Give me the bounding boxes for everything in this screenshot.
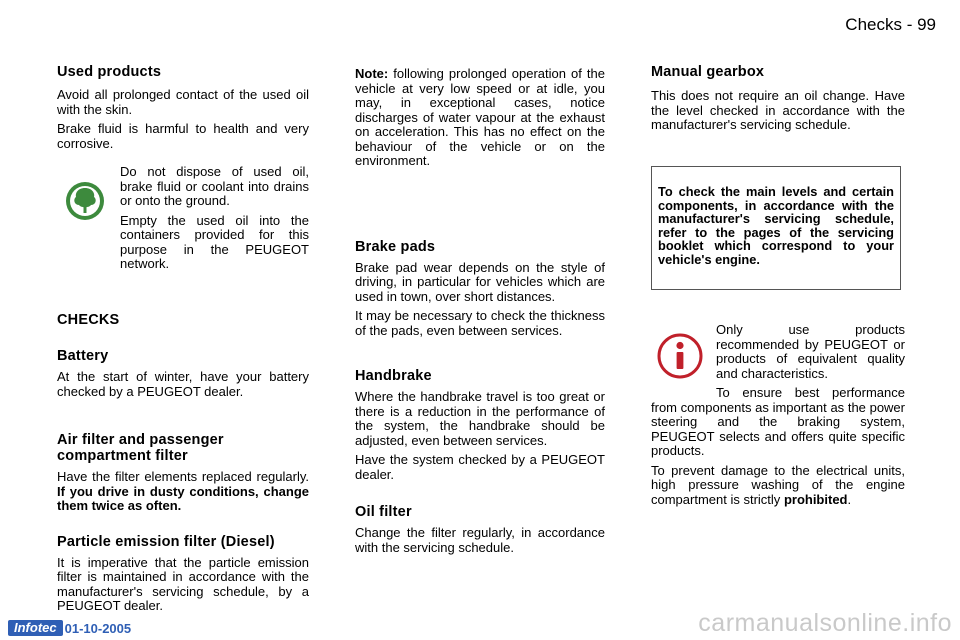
environment-note bbox=[57, 165, 309, 275]
oil-filter-text: Change the filter regularly, in accordance with the servicing schedule. bbox=[355, 525, 605, 555]
note-paragraph: Note: following prolonged operation of the vehicle at very low speed or at idle, you may, in exceptional cases, notice discharges of water vapour at the exhaust on acceleration. This has no effect on the behaviour of the vehicle or on the environment. bbox=[355, 66, 605, 168]
footer-date: 01-10-2005 bbox=[64, 620, 132, 636]
handbrake-p2: Have the system checked by a PEUGEOT dealer. bbox=[355, 452, 605, 482]
products-info-note bbox=[651, 323, 905, 507]
battery-heading: Battery bbox=[57, 348, 109, 364]
handbrake-heading: Handbrake bbox=[355, 368, 432, 384]
particle-filter-heading: Particle emission filter (Diesel) bbox=[57, 533, 275, 550]
handbrake-p1: Where the handbrake travel is too great or there is a reduction in the performance of the system, the handbrake should be adjusted, even between services. bbox=[355, 389, 605, 448]
middle-column bbox=[355, 67, 605, 555]
environment-note-text-1: Do not dispose of used oil, brake fluid or coolant into drains or onto the ground. bbox=[120, 164, 309, 208]
used-products-p2: Brake fluid is harmful to health and very corrosive. bbox=[57, 121, 309, 151]
battery-text: At the start of winter, have your battery checked by a PEUGEOT dealer. bbox=[57, 369, 309, 399]
site-watermark: carmanualsonline.info bbox=[698, 609, 952, 637]
checks-heading: CHECKS bbox=[57, 312, 120, 328]
info-icon bbox=[657, 333, 703, 383]
brake-pads-p1: Brake pad wear depends on the style of driving, in particular for vehicles which are used in town, over short distances. bbox=[355, 259, 605, 304]
manual-gearbox-text: This does not require an oil change. Have the level checked in accordance with the manufacturer's servicing schedule. bbox=[651, 88, 905, 132]
brake-pads-heading: Brake pads bbox=[355, 238, 436, 255]
info-text-1: Only use products recommended by PEUGEOT or products of equivalent quality and characteristics. bbox=[716, 322, 905, 381]
manual-gearbox-heading: Manual gearbox bbox=[651, 64, 765, 80]
servicing-booklet-box: To check the main levels and certain components, in accordance with the manufacturer's servicing schedule, refer to the pages of the servicing booklet which correspond to your vehicle's engine. bbox=[651, 166, 901, 290]
oil-filter-heading: Oil filter bbox=[355, 504, 412, 520]
footer-stamp bbox=[8, 620, 131, 636]
particle-filter-text: It is imperative that the particle emission filter is maintained in accordance with the manufacturer's servicing schedule, by a PEUGEOT dealer. bbox=[57, 554, 309, 613]
infotec-badge: Infotec bbox=[8, 620, 63, 636]
info-text-2: To ensure best performance from components as important as the power steering and the braking system, PEUGEOT selects and offers quite specific products. bbox=[651, 385, 905, 458]
info-text-3: To prevent damage to the electrical units, high pressure washing of the engine compartment is strictly prohibited. bbox=[651, 462, 905, 507]
air-filter-text: Have the filter elements replaced regularly. If you drive in dusty conditions, change them twice as often. bbox=[57, 469, 309, 513]
used-products-p1: Avoid all prolonged contact of the used oil with the skin. bbox=[57, 87, 309, 117]
brake-pads-p2: It may be necessary to check the thickness of the pads, even between services. bbox=[355, 308, 605, 338]
right-column bbox=[651, 64, 905, 133]
used-products-heading: Used products bbox=[57, 64, 162, 80]
air-filter-heading: Air filter and passenger compartment filter bbox=[57, 432, 224, 464]
page-title: Checks - 99 bbox=[845, 15, 936, 34]
environment-note-text-2: Empty the used oil into the containers provided for this purpose in the PEUGEOT network. bbox=[120, 212, 309, 271]
tree-environment-icon bbox=[65, 181, 105, 225]
left-column bbox=[57, 64, 309, 614]
